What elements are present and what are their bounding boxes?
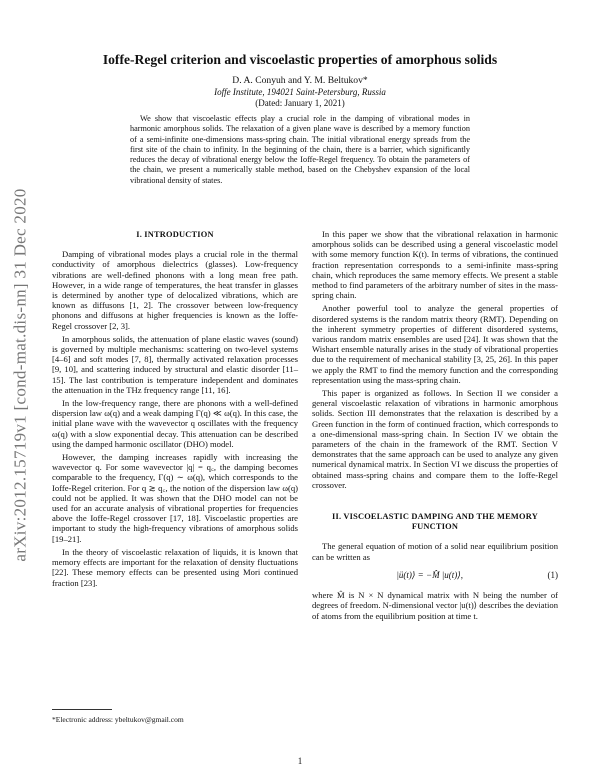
paper-title: Ioffe-Regel criterion and viscoelastic properties of amorphous solids [102,52,498,67]
abstract [130,114,470,186]
equation-formula: |ü(t)⟩ = −M̂ |u(t)⟩, [396,569,464,580]
arxiv-stamp [4,140,38,610]
paragraph: In the theory of viscoelastic relaxation of liquids, it is known that memory effects are important for the relaxation of density fluctuations [22]. These memory effects can be presented using Mori continued fraction [23]. [52,546,298,588]
arxiv-id: arXiv:2012.15719v1 [cond-mat.dis-nn] 31 Dec 2020 [11,188,30,562]
authors: D. A. Conyuh and Y. M. Beltukov* [232,75,368,86]
paragraph: This paper is organized as follows. In Section II we consider a general viscoelastic relaxation of vibrations in harmonic amorphous solids. Section III demonstrates that the relaxation is described by a Green function in the form of continued fraction, which corresponds to a one-dimensional mass-spring chain. In Section IV we obtain the parameters of the chain in the framework of the RMT. Section V demonstrates that the same approach can be used to analyze any given numerical dynamical matrix. In Section VI we discuss the properties of obtained mass-spring chains and compare them to the Ioffe-Regel crossover. [312,388,558,490]
abstract-text: We show that viscoelastic effects play a crucial role in the damping of vibrational modes in harmonic amorphous solids. The relaxation of a given plane wave is described by a memory function of a semi-infinite one-dimensions mass-spring chain. The initial vibrational energy spreads from the first site of the chain to infinity. In the beginning of the chain, there is a barrier, which significantly reduces the decay of vibrational energy below the Ioffe-Regel frequency. To obtain the parameters of the chain, we present a numerically stable method, based on the Chebyshev expansion of the local vibrational density of states. [130,114,470,185]
footnote-rule [52,709,112,710]
equation-number: (1) [547,569,558,580]
left-column [52,230,298,591]
paragraph: However, the damping increases rapidly with increasing the wavevector q. For some wavevector |q| = q꜀, the damping becomes comparable to the frequency, Γ(q) ∼ ω(q), which corresponds to the Ioffe-Regel criterion. For q ≳ q꜀, the notion of the dispersion law ω(q) could not be applied. It was shown that the DHO model can not be used for an accurate analysis of vibrational properties for frequencies above the Ioffe-Regel crossover [17, 18]. Viscoelastic properties are important to study the high-frequency vibrations of amorphous solids [19–21]. [52,452,298,544]
paragraph: Another powerful tool to analyze the general properties of disordered systems is the random matrix theory (RMT). Depending on the inherent symmetry properties of different disordered systems, various random matrix ensembles are used [24]. It was shown that the Wishart ensemble naturally arises in the study of vibrational properties due to the requirement of mechanical stability [3, 25, 26]. In this paper we apply the RMT to find the memory function and the corresponding representation using the mass-spring chain. [312,303,558,385]
equation-1 [312,570,558,580]
paragraph: In this paper we show that the vibrational relaxation in harmonic amorphous solids can be described using a general viscoelastic model with some memory function K(t). In terms of vibrations, the continued fraction representation corresponds to a semi-infinite mass-spring chain, which reproduces the same memory effects. We present a stable method to find parameters of the arbitrary number of sites in the mass-spring chain. [312,229,558,301]
paragraph: In the low-frequency range, there are phonons with a well-defined dispersion law ω(q) and a weak damping Γ(q) ≪ ω(q). In this case, the initial plane wave with the wavevector q oscillates with the frequency ω(q) with a slow exponential decay. This attenuation can be described using the damped harmonic oscillator (DHO) model. [52,398,298,449]
section-heading-viscoelastic: II. VISCOELASTIC DAMPING AND THE MEMORY FUNCTION [332,512,538,532]
paragraph: Damping of vibrational modes plays a crucial role in the thermal conductivity of amorphous dielectrics (glasses). Low-frequency vibrations are well-defined phonons with a long mean free path. However, in a wide range of temperatures, the heat transfer in glasses is determined by another type of delocalized vibrations, which are known as diffusons [1, 2]. The crossover between low-frequency phonons and diffusons at higher frequencies is known as the Ioffe-Regel crossover [2, 3]. [52,249,298,331]
affiliation: Ioffe Institute, 194021 Saint-Petersburg, Russia [214,87,386,97]
paragraph: where M̂ is N × N dynamical matrix with N being the number of degrees of freedom. N-dimensional vector |u(t)⟩ describes the deviation of atoms from the equilibrium position at time t. [312,590,558,621]
page-number: 1 [297,756,303,766]
paragraph: The general equation of motion of a solid near equilibrium position can be written as [312,541,558,562]
section-heading-introduction: I. INTRODUCTION [136,230,214,239]
date-line: (Dated: January 1, 2021) [255,98,345,108]
footnote: *Electronic address: ybeltukov@gmail.com [52,715,184,724]
paragraph: In amorphous solids, the attenuation of plane elastic waves (sound) is governed by multiple mechanisms: scattering on two-level systems [4–6] and soft modes [7, 8], thermally activated relaxation processes [9, 10], and scattering induced by structural and elastic disorder [11–15]. The last contribution is temperature independent and dominates the attenuation in the THz frequency range [11, 16]. [52,333,298,395]
right-column [312,229,558,624]
